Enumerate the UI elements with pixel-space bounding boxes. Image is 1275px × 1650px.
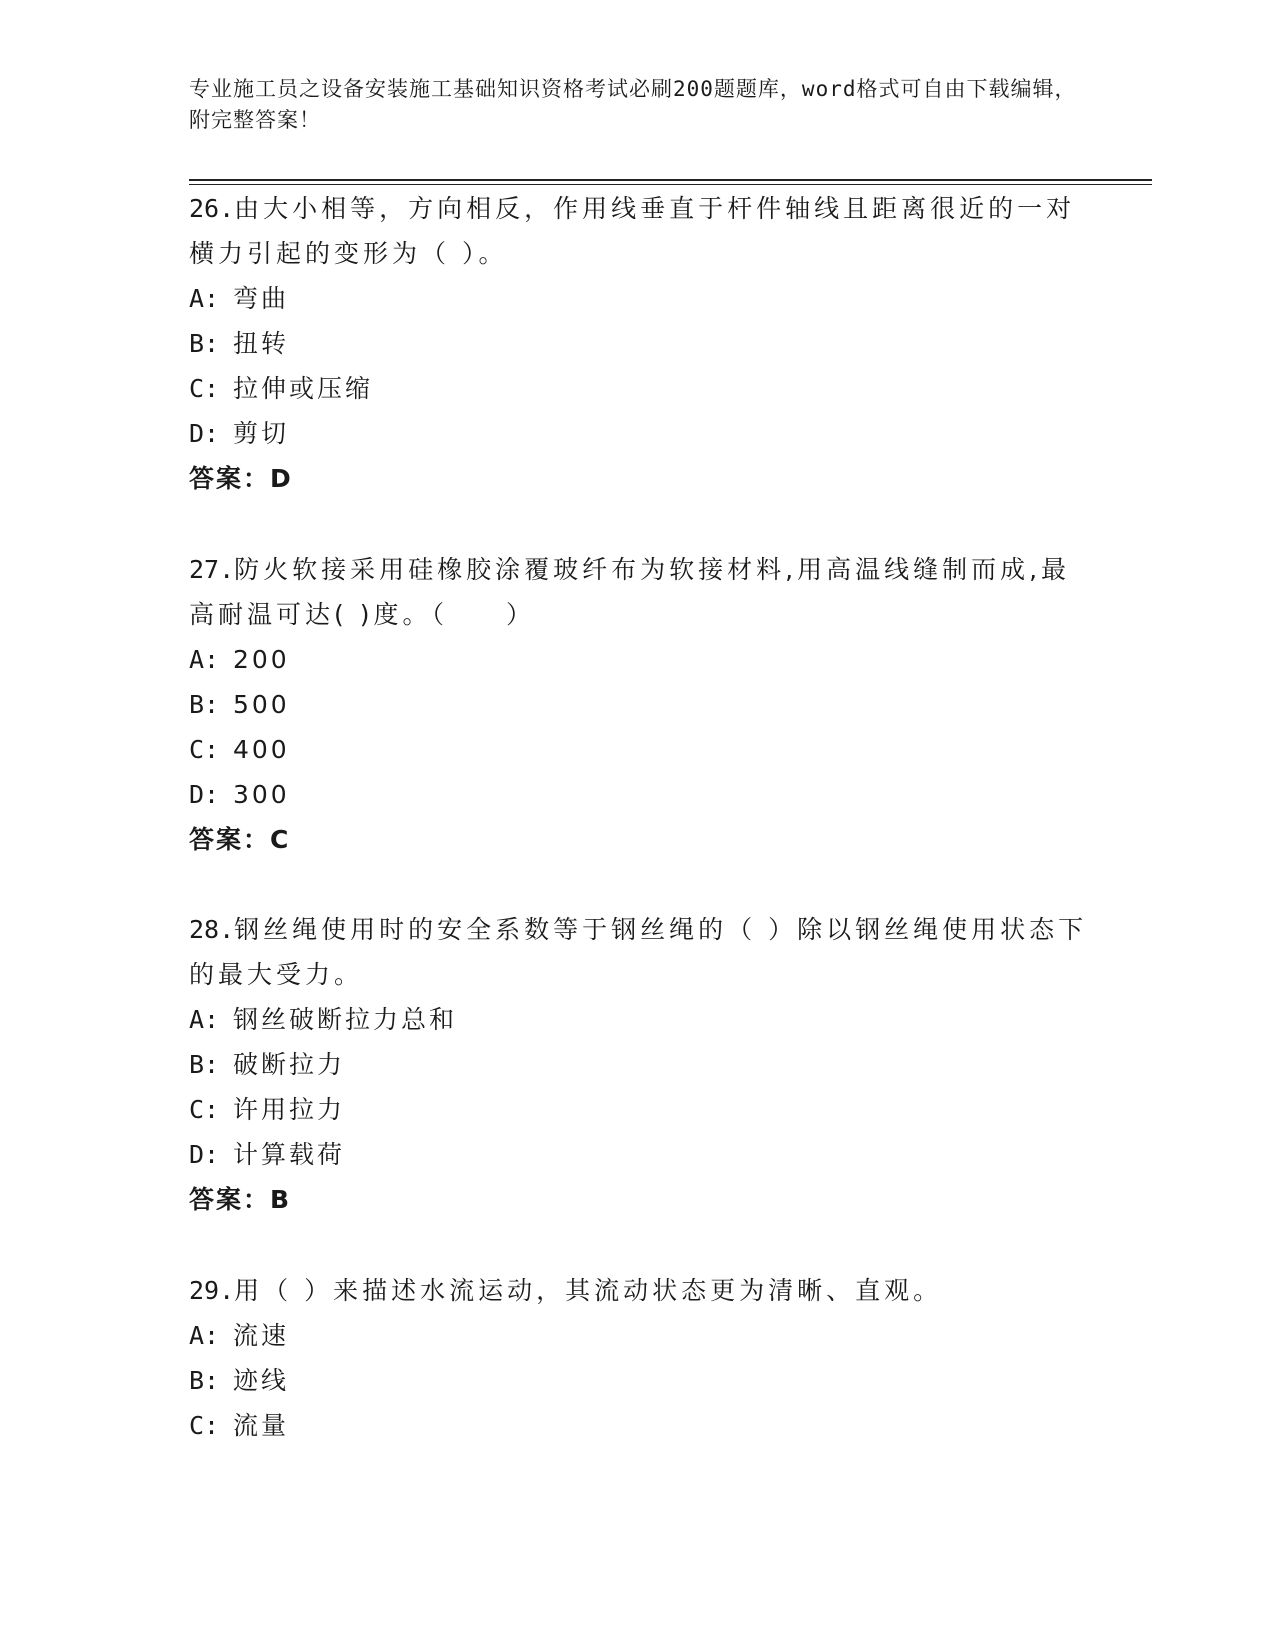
- option-text: 破断拉力: [233, 1050, 346, 1079]
- header-text: 专业施工员之设备安装施工基础知识资格考试必刷200题题库，word格式可自由下载编辑，附完整答案！: [189, 77, 1077, 132]
- option-c: [189, 366, 1089, 411]
- option-letter: D:: [189, 1140, 220, 1169]
- answer-line: 答案：B: [189, 1185, 292, 1214]
- option-letter: C:: [189, 1411, 220, 1440]
- option-text: 流速: [233, 1321, 290, 1350]
- option-text: 弯曲: [233, 284, 290, 313]
- option-text: 200: [233, 645, 290, 674]
- option-a: [189, 997, 1089, 1042]
- option-letter: A:: [189, 645, 220, 674]
- question-text: 钢丝绳使用时的安全系数等于钢丝绳的（ ）除以钢丝绳使用状态下的最大受力。: [189, 915, 1088, 989]
- option-a: [189, 276, 1089, 321]
- option-text: 500: [233, 690, 290, 719]
- question-stem: [189, 547, 1089, 637]
- option-letter: B:: [189, 690, 220, 719]
- option-text: 迹线: [233, 1366, 290, 1395]
- question-number: 29.: [189, 1276, 235, 1305]
- option-text: 400: [233, 735, 290, 764]
- option-a: [189, 637, 1089, 682]
- option-letter: A:: [189, 1005, 220, 1034]
- question-29: [189, 1268, 1089, 1448]
- option-d: [189, 411, 1089, 456]
- option-d: [189, 1132, 1089, 1177]
- option-d: [189, 772, 1089, 817]
- option-c: [189, 1087, 1089, 1132]
- option-c: [189, 1403, 1089, 1448]
- option-text: 钢丝破断拉力总和: [233, 1005, 458, 1034]
- option-text: 流量: [233, 1411, 290, 1440]
- option-letter: B:: [189, 329, 220, 358]
- document-header: [189, 74, 1089, 136]
- option-b: [189, 1358, 1089, 1403]
- question-28: [189, 907, 1089, 1223]
- question-stem: [189, 1268, 1089, 1313]
- option-letter: B:: [189, 1366, 220, 1395]
- option-letter: A:: [189, 284, 220, 313]
- header-divider-thin: [189, 184, 1152, 185]
- option-letter: B:: [189, 1050, 220, 1079]
- question-27: [189, 547, 1089, 863]
- option-a: [189, 1313, 1089, 1358]
- option-text: 计算载荷: [233, 1140, 346, 1169]
- header-divider-thick: [189, 179, 1152, 181]
- question-26: [189, 186, 1089, 502]
- option-text: 300: [233, 780, 290, 809]
- question-stem: [189, 907, 1089, 997]
- option-text: 剪切: [233, 419, 290, 448]
- option-text: 许用拉力: [233, 1095, 346, 1124]
- question-stem: [189, 186, 1089, 276]
- option-letter: C:: [189, 374, 220, 403]
- question-text: 由大小相等，方向相反，作用线垂直于杆件轴线且距离很近的一对横力引起的变形为（ ）。: [189, 194, 1076, 268]
- option-b: [189, 1042, 1089, 1087]
- answer-line: 答案：D: [189, 464, 293, 493]
- option-letter: C:: [189, 1095, 220, 1124]
- question-number: 26.: [189, 194, 235, 223]
- option-letter: C:: [189, 735, 220, 764]
- option-text: 扭转: [233, 329, 290, 358]
- question-text: 用（ ）来描述水流运动，其流动状态更为清晰、直观。: [234, 1276, 943, 1305]
- option-b: [189, 682, 1089, 727]
- question-number: 28.: [189, 915, 235, 944]
- question-number: 27.: [189, 555, 235, 584]
- option-text: 拉伸或压缩: [233, 374, 374, 403]
- option-letter: D:: [189, 780, 220, 809]
- option-b: [189, 321, 1089, 366]
- option-letter: D:: [189, 419, 220, 448]
- answer-line: 答案：C: [189, 825, 291, 854]
- option-c: [189, 727, 1089, 772]
- question-text: 防火软接采用硅橡胶涂覆玻纤布为软接材料,用高温线缝制而成,最高耐温可达( )度。（ ）: [189, 555, 1071, 629]
- option-letter: A:: [189, 1321, 220, 1350]
